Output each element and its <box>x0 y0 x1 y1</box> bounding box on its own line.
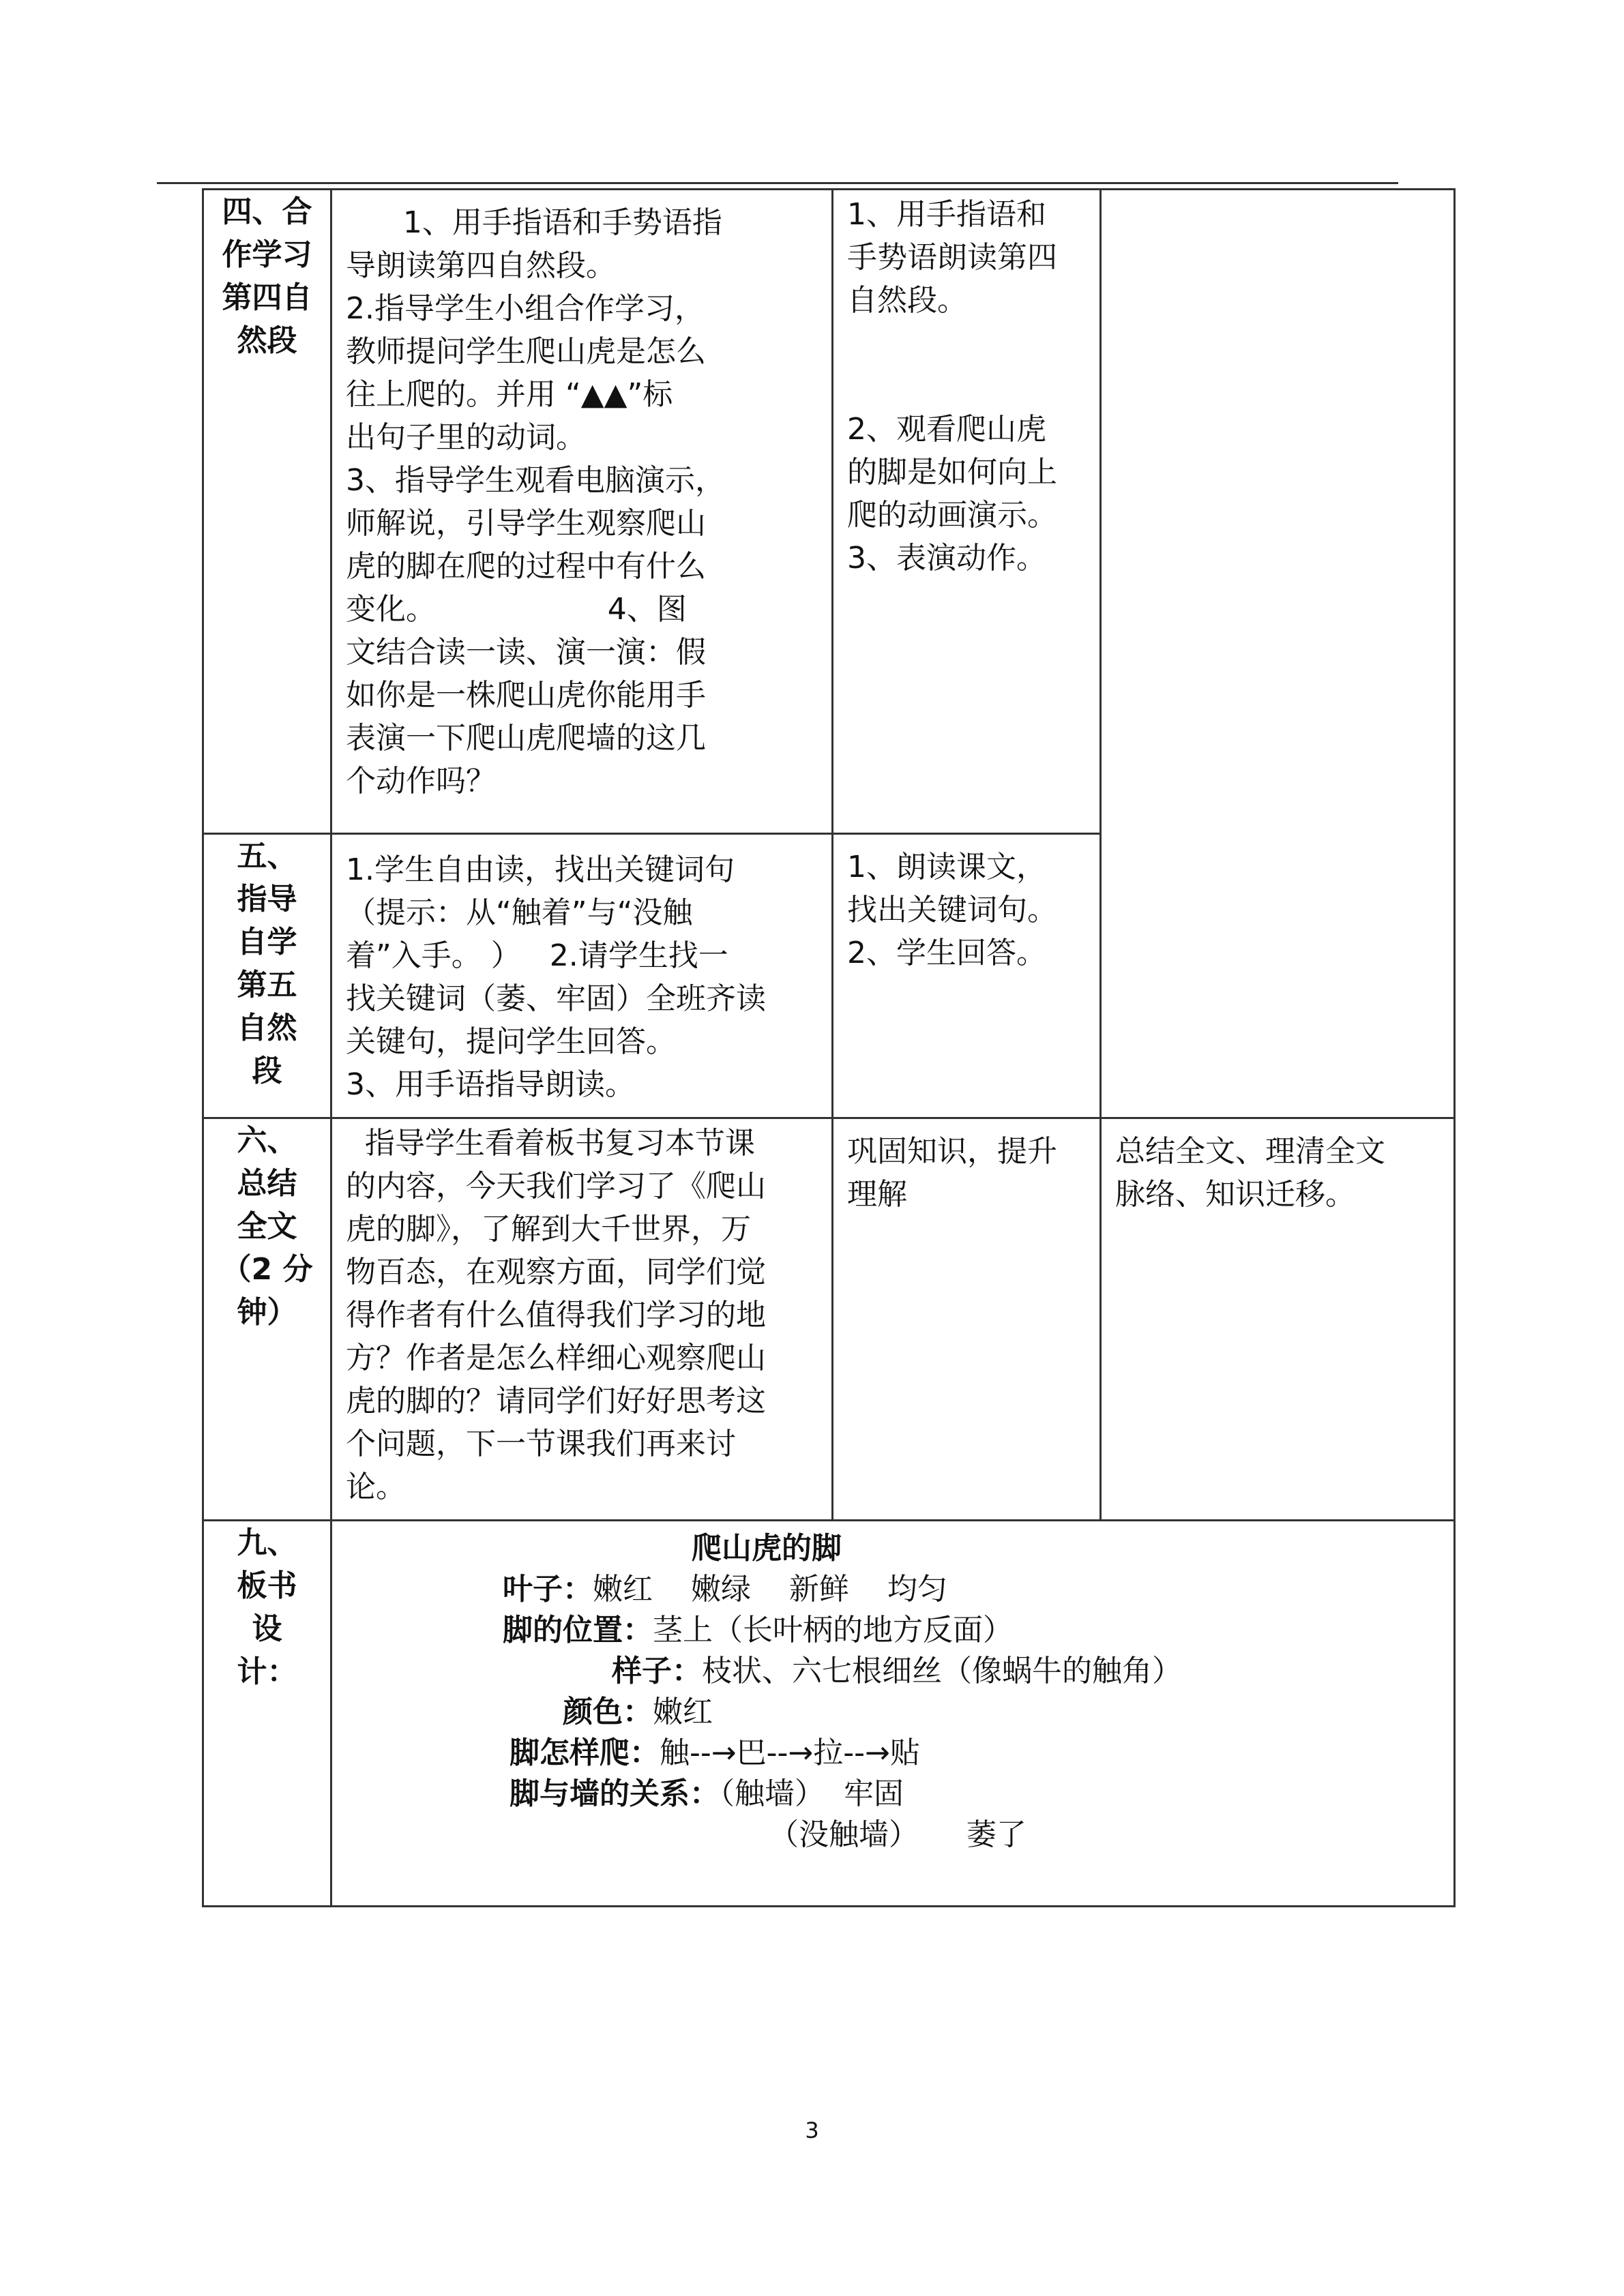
row-label <box>204 1521 330 1693</box>
table-row <box>203 1118 1455 1521</box>
text-line: 巩固知识，提升 <box>847 1134 1057 1169</box>
text-line: 1、朗读课文， <box>847 850 1046 884</box>
board-title: 爬山虎的脚 <box>692 1531 842 1566</box>
row-label <box>204 1119 330 1334</box>
text-line: 1、用手指语和手势语指 <box>346 205 722 240</box>
text-line: 3、指导学生观看电脑演示， <box>346 463 725 498</box>
text-line: 2.指导学生小组合作学习， <box>346 291 705 326</box>
text-line: 文结合读一读、演一演：假 <box>346 635 706 670</box>
text-line: 虎的脚在爬的过程中有什么 <box>346 549 706 584</box>
board-line: 叶子：嫩红 嫩绿 新鲜 均匀 <box>503 1572 947 1607</box>
text-line: 变化。 4、图 <box>346 592 687 627</box>
text-line: 师解说，引导学生观察爬山 <box>346 506 706 541</box>
text-line: 找关键词（萎、牢固）全班齐读 <box>346 981 766 1016</box>
text-line: 的脚是如何向上 <box>847 455 1057 490</box>
text-line: 指导学生看着板书复习本节课 <box>346 1126 755 1161</box>
text-line <box>847 322 1086 365</box>
text-line: 手势语朗读第四 <box>847 240 1057 275</box>
board-line: 脚的位置：茎上（长叶柄的地方反面） <box>503 1613 1013 1648</box>
blackboard-design <box>332 1521 1453 1903</box>
text-line: 1.学生自由读，找出关键词句 <box>346 852 735 887</box>
text-line: 理解 <box>847 1177 907 1212</box>
text-line: 论。 <box>346 1470 406 1504</box>
text-line: 表演一下爬山虎爬墙的这几 <box>346 721 706 756</box>
board-label-text: 九、 板书 设 计： <box>237 1525 297 1689</box>
board-line: （没触墙） 萎了 <box>769 1817 1027 1852</box>
lesson-plan-table <box>202 188 1456 1907</box>
text-line: 爬的动画演示。 <box>847 498 1057 533</box>
text-line: 自然段。 <box>847 283 967 318</box>
text-line: 出句子里的动词。 <box>346 420 586 455</box>
text-line: 个动作吗？ <box>346 764 496 799</box>
text-line: （提示：从“触着”与“没触 <box>346 895 693 930</box>
text-line: 导朗读第四自然段。 <box>346 248 616 283</box>
text-line: 找出关键词句。 <box>847 893 1057 927</box>
text-line: 的内容，今天我们学习了《爬山 <box>346 1169 766 1204</box>
text-line: 往上爬的。并用 “▲▲”标 <box>346 377 673 412</box>
table-row <box>203 190 1455 834</box>
text-line: 3、表演动作。 <box>847 541 1046 576</box>
page-number: 3 <box>805 2117 819 2143</box>
board-line: 样子：枝状、六七根细丝（像蜗牛的触角） <box>612 1654 1182 1688</box>
text-line: 3、用手语指导朗读。 <box>346 1067 635 1102</box>
board-line: 颜色：嫩红 <box>563 1695 713 1729</box>
text-line: 个问题，下一节课我们再来讨 <box>346 1427 736 1461</box>
text-line: 虎的脚》，了解到大千世界，万 <box>346 1212 751 1247</box>
text-line: 虎的脚的？请同学们好好思考这 <box>346 1384 766 1418</box>
row-label-text: 四、合 作学习 第四自 然段 <box>222 194 312 358</box>
text-line: 教师提问学生爬山虎是怎么 <box>346 334 706 369</box>
text-line: 关键句，提问学生回答。 <box>346 1024 676 1059</box>
text-line: 物百态，在观察方面，同学们觉 <box>346 1255 766 1289</box>
text-line: 1、用手指语和 <box>847 197 1046 232</box>
teacher-activity-cell <box>332 835 831 1117</box>
student-activity-cell <box>833 1119 1099 1227</box>
header-rule <box>157 182 1398 184</box>
row-label <box>204 190 330 362</box>
text-line: 脉络、知识迁移。 <box>1115 1177 1355 1212</box>
text-line: 2、学生回答。 <box>847 936 1046 970</box>
design-intent-cell <box>1102 1119 1453 1227</box>
table-row <box>203 1521 1455 1907</box>
student-activity-cell <box>833 835 1099 985</box>
student-activity-cell <box>833 190 1099 591</box>
row-label-text: 六、 总结 全文 （2 分 钟） <box>221 1123 313 1330</box>
row-label <box>204 835 330 1092</box>
design-intent-cell <box>1102 190 1453 212</box>
text-line: 如你是一株爬山虎你能用手 <box>346 678 706 713</box>
text-line: 2、观看爬山虎 <box>847 412 1046 447</box>
text-line: 总结全文、理清全文 <box>1115 1134 1385 1169</box>
board-line: 脚与墙的关系：（触墙） 牢固 <box>510 1776 904 1811</box>
text-line <box>847 365 1086 408</box>
text-line: 着”入手。 ） 2.请学生找一 <box>346 938 728 973</box>
board-line: 脚怎样爬：触--→巴--→拉--→贴 <box>510 1735 920 1770</box>
teacher-activity-cell <box>332 1119 831 1519</box>
row-label-text: 五、 指导 自学 第五 自然 段 <box>237 839 297 1088</box>
text-line: 得作者有什么值得我们学习的地 <box>346 1298 766 1332</box>
text-line: 方？作者是怎么样细心观察爬山 <box>346 1341 766 1375</box>
teacher-activity-cell <box>332 190 831 814</box>
